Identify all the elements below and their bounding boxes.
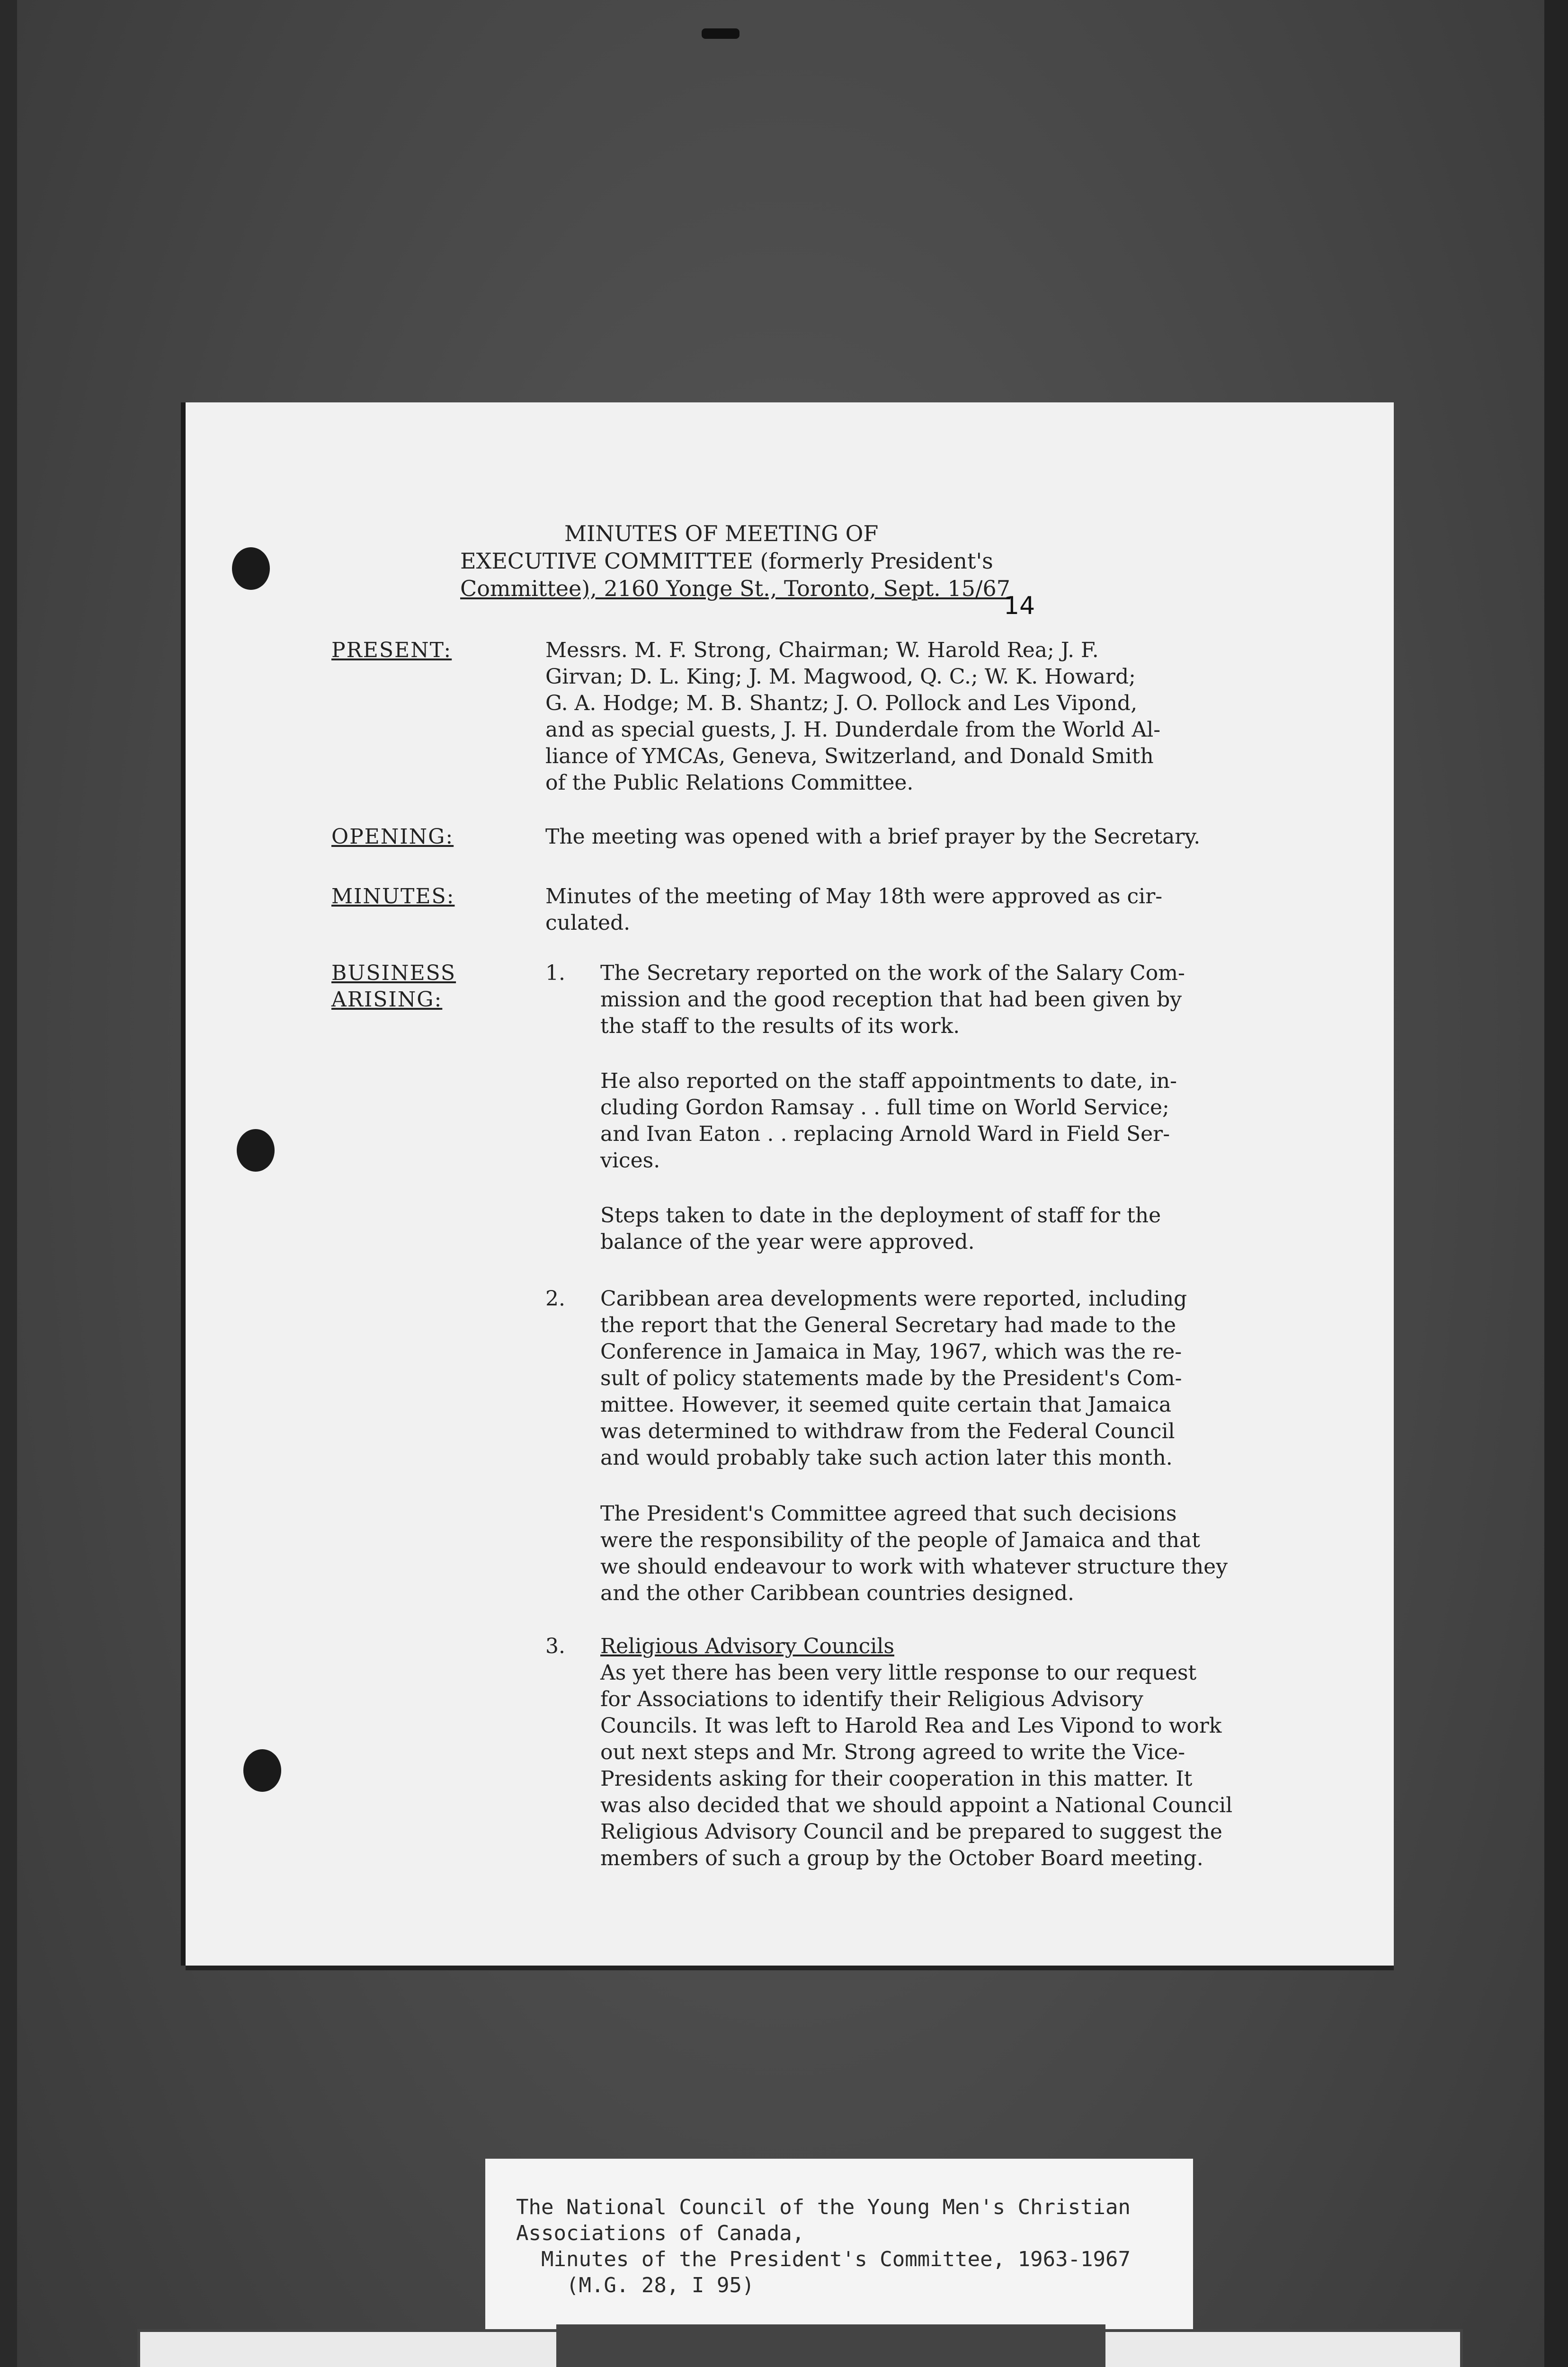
film-mark (702, 28, 739, 39)
minutes-page (186, 402, 1394, 1966)
handwritten-correction: 14 (1004, 592, 1035, 620)
opening-label: OPENING: (331, 825, 454, 849)
item-2-paragraph-1: Caribbean area developments were reported, including the report that the General Secretary had made to the Conference in Jamaica in May, 1967, which was the re- sult of policy statements made by the President's Com- mittee. However, it seemed quite certain that Jamaica was determined to withdraw from the Federal Council and would probably take such action later this month. (600, 1287, 1187, 1470)
present-text: Messrs. M. F. Strong, Chairman; W. Harold Rea; J. F. Girvan; D. L. King; J. M. Magwood, Q. C.; W. K. Howard; G. A. Hodge; M. B. Shantz; J. O. Pollock and Les Vipond, and as special guests, J. H. Dunderdale from the World Al- liance of YMCAs, Geneva, Switzerland, and Donald Smith of the Public Relations Committee. (545, 638, 1161, 795)
archive-reference-text: The National Council of the Young Men's Christian Associations of Canada, Minutes of the President's Committee, 1963-1967 (M.G. 28, I 95) (516, 2195, 1131, 2297)
minutes-text: Minutes of the meeting of May 18th were approved as cir- culated. (545, 884, 1163, 935)
item-2-paragraph-2: The President's Committee agreed that such decisions were the responsibility of the people of Jamaica and that we should endeavour to work with whatever structure they and the other Caribbean countries designed. (600, 1502, 1228, 1605)
public-archives-stamp (137, 2329, 1463, 2367)
punch-hole-top (232, 547, 270, 590)
film-edge-left (0, 0, 17, 2367)
item-1-paragraph-1: The Secretary reported on the work of the Salary Com- mission and the good reception that had been given by the staff to the results of its work. (600, 961, 1185, 1038)
title-line-3: Committee), 2160 Yonge St., Toronto, Sept. 15/67 (460, 576, 1010, 601)
film-edge-right (1544, 0, 1568, 2367)
item-2-number: 2. (545, 1287, 565, 1311)
present-label: PRESENT: (331, 638, 452, 662)
item-3-heading: Religious Advisory Councils (600, 1634, 894, 1658)
title-line-2: EXECUTIVE COMMITTEE (formerly President's (460, 548, 993, 574)
item-1-number: 1. (545, 961, 565, 985)
punch-hole-middle (237, 1129, 275, 1172)
item-3-number: 3. (545, 1634, 565, 1658)
stamp-notch (556, 2324, 1105, 2367)
item-1-paragraph-3: Steps taken to date in the deployment of staff for the balance of the year were approved. (600, 1203, 1161, 1254)
opening-text: The meeting was opened with a brief prayer by the Secretary. (545, 825, 1201, 849)
item-1-paragraph-2: He also reported on the staff appointments to date, in- cluding Gordon Ramsay . . full time on World Service; and Ivan Eaton . . replacing Arnold Ward in Field Ser- vices. (600, 1069, 1177, 1173)
business-arising-label: BUSINESS ARISING: (331, 961, 456, 1012)
item-3-paragraph-1: As yet there has been very little response to our request for Associations to identify their Religious Advisory Councils. It was left to Harold Rea and Les Vipond to work out next steps and Mr. Strong agreed to write the Vice- Presidents asking for their cooperation in this matter. It was also decided that we should appoint a National Council Religious Advisory Council and be prepared to suggest the members of such a group by the October Board meeting. (600, 1661, 1233, 1870)
punch-hole-bottom (243, 1749, 281, 1792)
minutes-label: MINUTES: (331, 884, 455, 908)
title-line-1: MINUTES OF MEETING OF (564, 521, 879, 546)
